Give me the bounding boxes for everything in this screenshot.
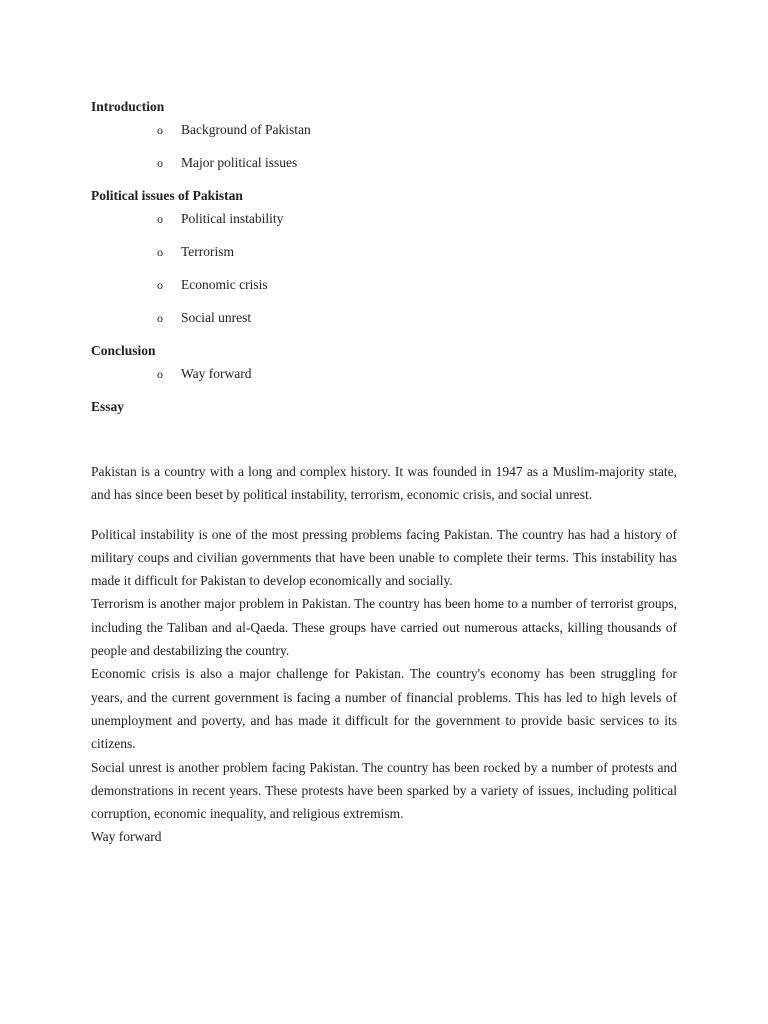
list-item <box>91 209 691 229</box>
essay-paragraph: Economic crisis is also a major challenge for Pakistan. The country's economy has been struggling for years, and the current government is facing a number of financial problems. This has led to high levels of unemployment and poverty, and has made it difficult for the government to provide basic services to its citizens. <box>91 666 677 752</box>
bullet-icon: o <box>157 212 163 226</box>
conclusion-heading: Conclusion <box>91 343 156 358</box>
essay-outline <box>91 97 691 420</box>
conclusion-list <box>91 364 691 384</box>
list-item <box>91 364 691 384</box>
bullet-icon: o <box>157 367 163 381</box>
list-item <box>91 120 691 140</box>
bullet-icon: o <box>157 278 163 292</box>
essay-paragraph: Way forward <box>91 829 162 845</box>
essay-paragraph: Terrorism is another major problem in Pakistan. The country has been home to a number of terrorist groups, including the Taliban and al-Qaeda. These groups have carried out numerous attacks, killing thousands of people and destabilizing the country. <box>91 596 677 659</box>
list-item-label: Social unrest <box>181 310 252 325</box>
list-item-label: Background of Pakistan <box>181 122 311 137</box>
list-item-label: Terrorism <box>181 244 235 259</box>
political-issues-heading: Political issues of Pakistan <box>91 188 243 203</box>
bullet-icon: o <box>157 156 163 170</box>
bullet-icon: o <box>157 245 163 259</box>
list-item-label: Way forward <box>181 366 252 381</box>
list-item <box>91 153 691 173</box>
political-issues-list <box>91 209 691 328</box>
list-item-label: Political instability <box>181 211 284 226</box>
introduction-list <box>91 120 691 173</box>
essay-body <box>91 460 677 849</box>
introduction-heading: Introduction <box>91 99 165 114</box>
essay-heading: Essay <box>91 399 125 414</box>
essay-paragraph: Social unrest is another problem facing Pakistan. The country has been rocked by a number of protests and demonstrations in recent years. These protests have been sparked by a variety of issues, including political corruption, economic inequality, and religious extremism. <box>91 759 677 822</box>
essay-paragraph: Political instability is one of the most pressing problems facing Pakistan. The country has had a history of military coups and civilian governments that have been unable to complete their terms. This instability has made it difficult for Pakistan to develop economically and socially. <box>91 526 677 589</box>
essay-paragraph: Pakistan is a country with a long and complex history. It was founded in 1947 as a Muslim-majority state, and has since been beset by political instability, terrorism, economic crisis, and social unrest. <box>91 464 677 503</box>
list-item <box>91 242 691 262</box>
bullet-icon: o <box>157 311 163 325</box>
bullet-icon: o <box>157 123 163 137</box>
list-item <box>91 308 691 328</box>
list-item-label: Major political issues <box>181 155 298 170</box>
list-item <box>91 275 691 295</box>
list-item-label: Economic crisis <box>181 277 268 292</box>
